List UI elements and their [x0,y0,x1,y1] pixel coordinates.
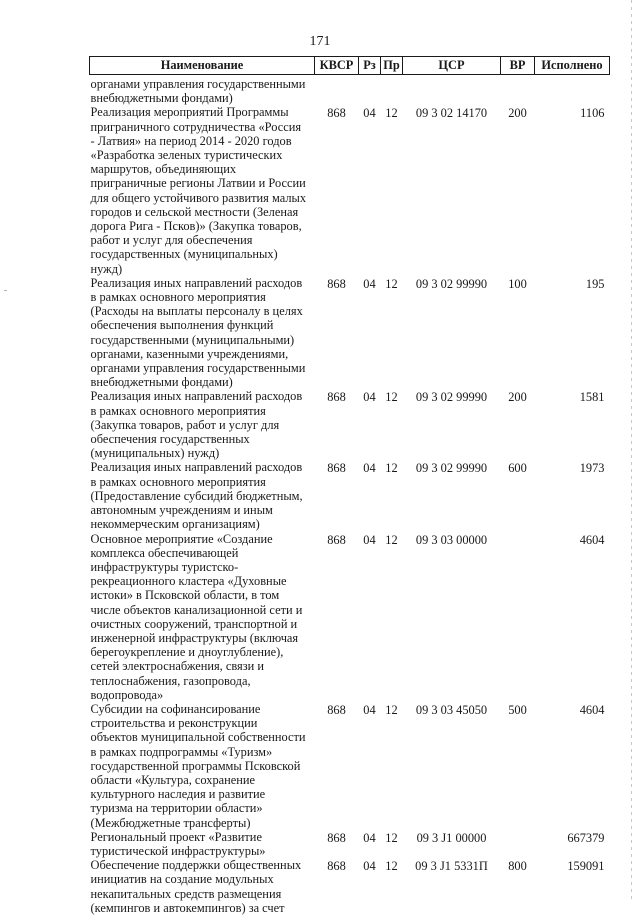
scan-mark [4,290,7,291]
cell-rz: 04 [363,830,376,845]
cell-kvsr: 868 [327,276,346,291]
cell-vr [501,532,535,702]
cell-name: Реализация иных направлений расходов в рамках основного мероприятия (Предоставление субсидий бюджетным, автономным учреждениям и иным некоммерческим организациям) [90,460,303,532]
cell-done: 4604 [579,702,605,717]
cell-kvsr: 868 [327,702,346,717]
budget-table [89,56,610,915]
cell-rz: 04 [363,859,376,874]
cell-rz: 04 [363,276,376,291]
cell-vr: 200 [508,106,527,121]
cell-name: Региональный проект «Развитие туристической инфраструктуры» [90,829,266,858]
scan-edge [631,0,632,899]
header-rz: Рз [359,57,381,75]
continuation-text: органами управления государственными внебюджетными фондами) [90,77,306,106]
cell-vr: 200 [508,390,527,405]
cell-done: 1106 [580,106,605,121]
cell-pr: 12 [385,276,398,291]
header-pr: Пр [381,57,403,75]
header-kvsr: КВСР [315,57,359,75]
page-number: 171 [309,34,331,49]
cell-csr: 09 3 J1 00000 [416,830,487,845]
cell-kvsr: 868 [327,461,346,476]
cell-done: 159091 [567,859,605,874]
cell-csr: 09 3 03 45050 [415,702,488,717]
cell-kvsr: 868 [327,830,346,845]
cell-pr: 12 [385,532,398,547]
cell-name: Основное мероприятие «Создание комплекса обеспечивающей инфраструктуры туристско-рекреационного кластера «Духовные истоки» в Псковской области, в том числе объектов канализационной сети и очистных сооружений, транспортной и инженерной инфраструктуры (включая берегоукрепление и дноуглубление), сетей электроснабжения, связи и теплоснабжения, газопровода, водопровода» [90,531,303,702]
cell-pr: 12 [385,859,398,874]
table-row [90,389,610,460]
cell-pr: 12 [385,461,398,476]
cell-kvsr: 868 [327,106,346,121]
cell-name: Реализация иных направлений расходов в рамках основного мероприятия (Закупка товаров, работ и услуг для обеспечения государственных (муниципальных) нужд) [90,389,303,461]
cell-csr: 09 3 02 14170 [415,106,488,121]
cell-rz: 04 [363,461,376,476]
cell-name: Реализация иных направлений расходов в рамках основного мероприятия (Расходы на выплаты персоналу в целях обеспечения выполнения функций государственными (муниципальными) органами, казенными учреждениями, органами управления государственными внебюджетными фондами) [90,275,306,390]
cell-pr: 12 [385,106,398,121]
cell-vr: 600 [508,461,527,476]
table-row [90,532,610,702]
cell-vr [501,830,535,858]
cell-done: 1581 [579,390,605,405]
cell-csr: 09 3 02 99990 [415,461,488,476]
header-done: Исполнено [535,57,610,75]
cell-kvsr: 868 [327,390,346,405]
continuation-row [90,75,610,106]
table-row [90,105,610,275]
cell-done: 195 [585,276,605,291]
header-vr: ВР [501,57,535,75]
cell-csr: 09 3 J1 5331П [415,859,488,874]
table-row [90,830,610,858]
header-name: Наименование [90,57,315,75]
cell-kvsr: 868 [327,532,346,547]
cell-kvsr: 868 [327,859,346,874]
cell-done: 1973 [579,461,605,476]
cell-rz: 04 [363,390,376,405]
cell-rz: 04 [363,106,376,121]
cell-rz: 04 [363,702,376,717]
cell-csr: 09 3 02 99990 [415,390,488,405]
cell-name: Реализация мероприятий Программы приграничного сотрудничества «Россия - Латвия» на период 2014 - 2020 годов «Разработка зеленых туристических маршрутов, объединяющих приграничные регионы Латвии и России для общего устойчивого развития малых городов и сельской местности (Зеленая дорога Рига - Псков)» (Закупка товаров, работ и услуг для обеспечения государственных (муниципальных) нужд) [90,105,307,276]
cell-pr: 12 [385,702,398,717]
cell-done: 4604 [579,532,605,547]
table-header-row [90,57,610,75]
cell-csr: 09 3 03 00000 [415,532,488,547]
cell-name: Субсидии на софинансирование строительства и реконструкции объектов муниципальной собственности в рамках подпрограммы «Туризм» государственной программы Псковской области «Культура, сохранение культурного наследия и развитие туризма на территории области» (Межбюджетные трансферты) [90,701,306,830]
table-row [90,858,610,915]
header-csr: ЦСР [403,57,501,75]
cell-rz: 04 [363,532,376,547]
table-row [90,460,610,531]
table-row [90,276,610,390]
cell-vr: 800 [508,859,527,874]
table-row [90,702,610,830]
cell-done: 667379 [567,830,605,845]
cell-csr: 09 3 02 99990 [415,276,488,291]
cell-name: Обеспечение поддержки общественных инициатив на создание модульных некапитальных средств размещения (кемпингов и автокемпингов) за счет [90,858,302,915]
cell-vr: 100 [508,276,527,291]
cell-pr: 12 [385,390,398,405]
cell-vr: 500 [508,702,527,717]
cell-pr: 12 [385,830,398,845]
